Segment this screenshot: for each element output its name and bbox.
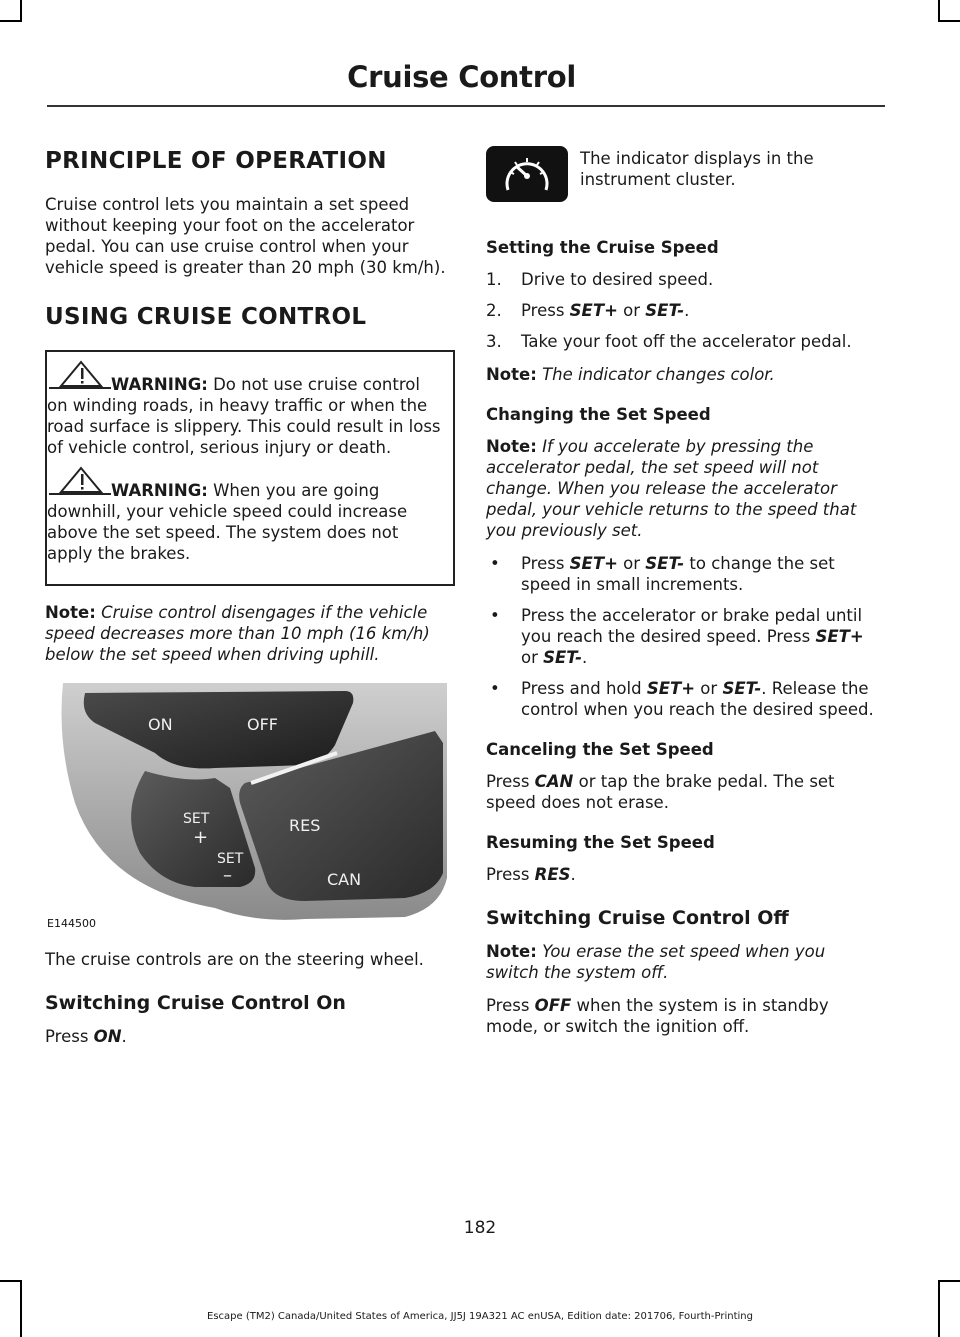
off-key: OFF — [534, 996, 572, 1015]
crop-mark — [938, 20, 960, 22]
step-number: 3. — [486, 332, 502, 351]
crop-mark — [0, 1280, 22, 1282]
off-rest: when the system is in standby mode, or switch the ignition off. — [486, 996, 829, 1036]
note-label: Note: — [486, 365, 537, 384]
step-text: Drive to desired speed. — [521, 270, 714, 289]
set-minus-key: SET- — [722, 679, 762, 698]
note-text: If you accelerate by pressing the accelerator pedal, the set speed will not change. When you release the accelerator pedal, your vehicle returns to the speed that you previously set. — [486, 437, 857, 540]
warning-2 — [47, 480, 445, 564]
principle-text: Cruise control lets you maintain a set speed without keeping your foot on the accelerator pedal. You can use cruise control when your vehicle speed is greater than 20 mph (30 km/h). — [45, 195, 446, 277]
bullet-text: . Release the control when you reach the desired speed. — [521, 679, 874, 719]
bullet-text: Press and hold — [521, 679, 647, 698]
list-item — [486, 331, 882, 352]
period: . — [581, 648, 588, 667]
cancel-rest: or tap the brake pedal. The set speed does not erase. — [486, 772, 835, 812]
set-plus-key: SET+ — [569, 554, 618, 573]
set-minus-key: SET- — [645, 554, 685, 573]
canceling-heading: Canceling the Set Speed — [486, 740, 714, 759]
set-plus-key: SET+ — [569, 301, 618, 320]
bullet-text: to change the set speed in small increments. — [521, 554, 835, 594]
note-label: Note: — [486, 942, 537, 961]
bullet-text: Press — [521, 554, 570, 573]
erase-note — [486, 941, 882, 983]
resume-text — [486, 864, 882, 885]
indicator-text: The indicator displays in the instrument cluster. — [580, 149, 814, 189]
cancel-text — [486, 771, 882, 813]
warning-triangle-icon — [47, 466, 111, 496]
cruise-indicator-icon — [486, 146, 568, 202]
crop-mark — [20, 1280, 22, 1337]
step-text: Press — [521, 301, 570, 320]
plus-sign: + — [193, 827, 209, 848]
bullet: • — [490, 679, 500, 698]
set-minus-key: SET- — [645, 301, 685, 320]
setting-heading: Setting the Cruise Speed — [486, 238, 719, 257]
on-button-label: ON — [148, 715, 173, 734]
can-button-label: CAN — [327, 870, 362, 889]
changing-bullets — [486, 553, 882, 720]
or-text: or — [617, 554, 646, 573]
press-text: Press — [486, 996, 535, 1015]
cruise-controls-figure — [45, 683, 447, 931]
principle-heading: PRINCIPLE OF OPERATION — [45, 148, 387, 174]
crop-mark — [938, 1280, 940, 1337]
list-item — [486, 300, 882, 321]
warning-1 — [47, 374, 445, 458]
changing-heading: Changing the Set Speed — [486, 405, 711, 424]
or-text: or — [521, 648, 544, 667]
warning-box — [45, 350, 455, 586]
note-label: Note: — [486, 437, 537, 456]
bullet: • — [490, 554, 500, 573]
note-text: You erase the set speed when you switch the system off. — [486, 942, 826, 982]
crop-mark — [938, 1280, 960, 1282]
minus-sign: – — [223, 865, 232, 886]
bullet-text: Press the accelerator or brake pedal until you reach the desired speed. Press — [521, 606, 863, 646]
steering-wheel-controls-image — [45, 683, 447, 931]
set-minus-key: SET- — [543, 648, 582, 667]
set-plus-label: SET — [183, 811, 210, 827]
crop-mark — [0, 20, 22, 22]
note-label: Note: — [45, 603, 96, 622]
resuming-heading: Resuming the Set Speed — [486, 833, 715, 852]
warning-triangle-icon — [47, 360, 111, 390]
page-number: 182 — [463, 1218, 497, 1238]
switch-off-heading: Switching Cruise Control Off — [486, 907, 789, 929]
note-text: Cruise control disengages if the vehicle speed decreases more than 10 mph (16 km/h) below the set speed when driving uphill. — [45, 603, 430, 664]
warning-2-text: When you are going downhill, your vehicle speed could increase above the set speed. The system does not apply the brakes. — [47, 481, 408, 563]
header-divider — [47, 105, 885, 107]
accelerate-note — [486, 436, 882, 541]
set-plus-key: SET+ — [815, 627, 864, 646]
res-key: RES — [534, 865, 571, 884]
set-plus-key: SET+ — [646, 679, 696, 698]
indicator-row — [486, 138, 882, 218]
or-text: or — [695, 679, 723, 698]
bullet: • — [490, 606, 500, 625]
or-text: or — [617, 301, 646, 320]
on-key: ON — [93, 1027, 122, 1046]
press-text: Press — [486, 865, 535, 884]
step-text: Take your foot off the accelerator pedal. — [521, 332, 852, 351]
switch-on-instruction — [45, 1026, 455, 1047]
period: . — [570, 865, 576, 884]
note-text: The indicator changes color. — [536, 365, 775, 384]
period: . — [684, 301, 690, 320]
res-button-label: RES — [289, 816, 321, 835]
can-key: CAN — [534, 772, 574, 791]
crop-mark — [938, 0, 940, 22]
off-button-label: OFF — [247, 715, 278, 734]
press-text: Press — [45, 1027, 94, 1046]
list-item — [486, 678, 882, 720]
period: . — [121, 1027, 127, 1046]
warning-2-label: WARNING: — [111, 481, 208, 500]
crop-mark — [20, 0, 22, 22]
page-title: Cruise Control — [347, 60, 576, 94]
set-minus-label: SET — [217, 851, 244, 867]
press-text: Press — [486, 772, 535, 791]
color-note — [486, 364, 882, 385]
footer-text: Escape (TM2) Canada/United States of America, JJ5J 19A321 AC enUSA, Edition date: 201706, Fourth-Printing — [207, 1311, 753, 1322]
warning-1-text: Do not use cruise control on winding roads, in heavy traffic or when the road surface is slippery. This could result in loss of vehicle control, serious injury or death. — [47, 375, 441, 457]
step-number: 2. — [486, 301, 502, 320]
off-text — [486, 995, 882, 1037]
setting-steps — [486, 269, 882, 352]
warning-1-label: WARNING: — [111, 375, 208, 394]
step-number: 1. — [486, 270, 502, 289]
right-column — [486, 138, 882, 1049]
list-item — [486, 553, 882, 595]
list-item — [486, 269, 882, 290]
list-item — [486, 605, 882, 668]
using-heading: USING CRUISE CONTROL — [45, 304, 367, 330]
uphill-note — [45, 602, 455, 665]
left-column — [45, 138, 455, 1059]
switch-on-heading: Switching Cruise Control On — [45, 992, 346, 1014]
figure-code: E144500 — [47, 917, 96, 930]
controls-location-text: The cruise controls are on the steering wheel. — [45, 950, 424, 969]
